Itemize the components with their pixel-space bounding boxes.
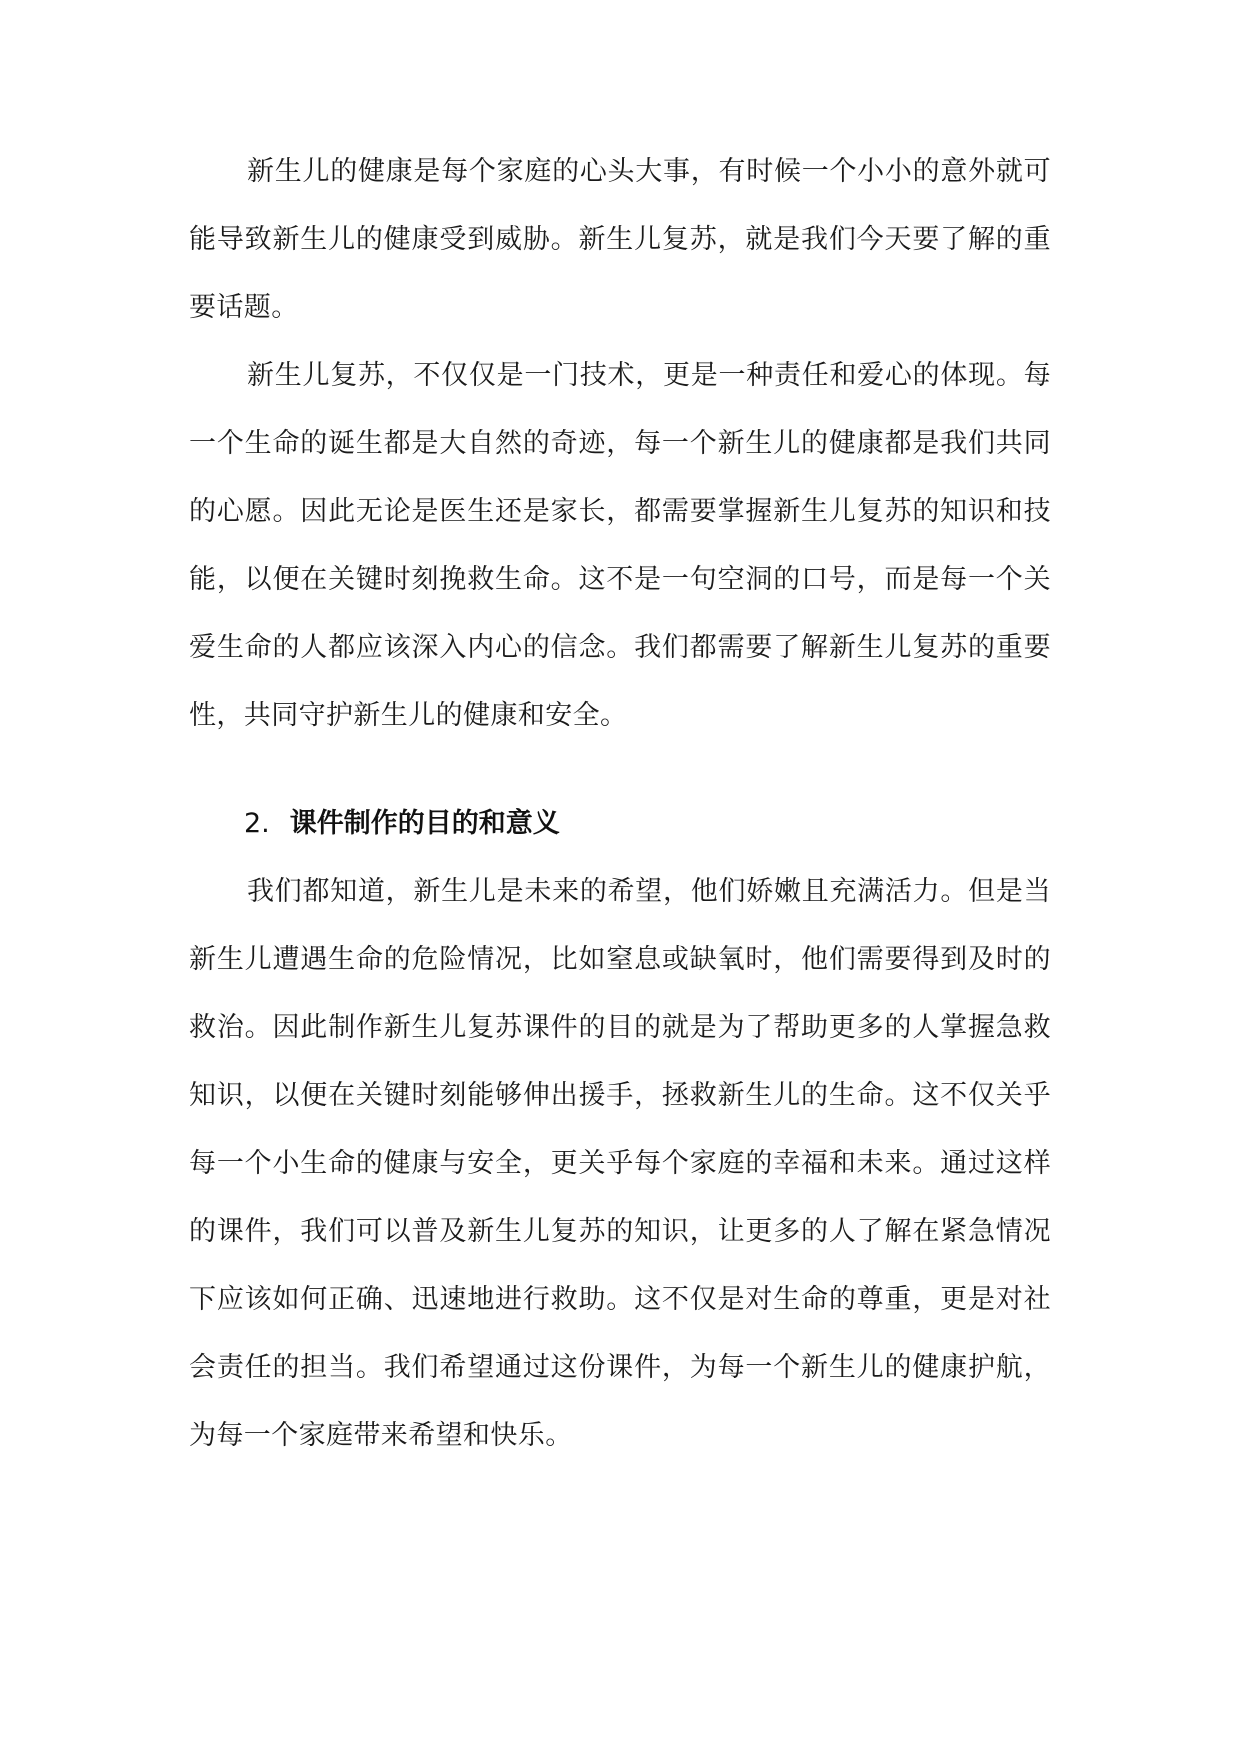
section-heading — [189, 790, 1051, 858]
document-body — [189, 138, 1051, 1470]
section-number: 2. — [244, 808, 270, 839]
paragraph-responsibility: 新生儿复苏，不仅仅是一门技术，更是一种责任和爱心的体现。每一个生命的诞生都是大自然的奇迹，每一个新生儿的健康都是我们共同的心愿。因此无论是医生还是家长，都需要掌握新生儿复苏的知识和技能，以便在关键时刻挽救生命。这不是一句空洞的口号，而是每一个关爱生命的人都应该深入内心的信念。我们都需要了解新生儿复苏的重要性，共同守护新生儿的健康和安全。 — [189, 360, 1051, 731]
paragraph-purpose: 我们都知道，新生儿是未来的希望，他们娇嫩且充满活力。但是当新生儿遭遇生命的危险情况，比如窒息或缺氧时，他们需要得到及时的救治。因此制作新生儿复苏课件的目的就是为了帮助更多的人掌握急救知识，以便在关键时刻能够伸出援手，拯救新生儿的生命。这不仅关乎每一个小生命的健康与安全，更关乎每个家庭的幸福和未来。通过这样的课件，我们可以普及新生儿复苏的知识，让更多的人了解在紧急情况下应该如何正确、迅速地进行救助。这不仅是对生命的尊重，更是对社会责任的担当。我们希望通过这份课件，为每一个新生儿的健康护航，为每一个家庭带来希望和快乐。 — [189, 876, 1051, 1451]
section-title: 课件制作的目的和意义 — [289, 808, 560, 839]
paragraph-intro: 新生儿的健康是每个家庭的心头大事，有时候一个小小的意外就可能导致新生儿的健康受到威胁。新生儿复苏，就是我们今天要了解的重要话题。 — [189, 156, 1051, 323]
